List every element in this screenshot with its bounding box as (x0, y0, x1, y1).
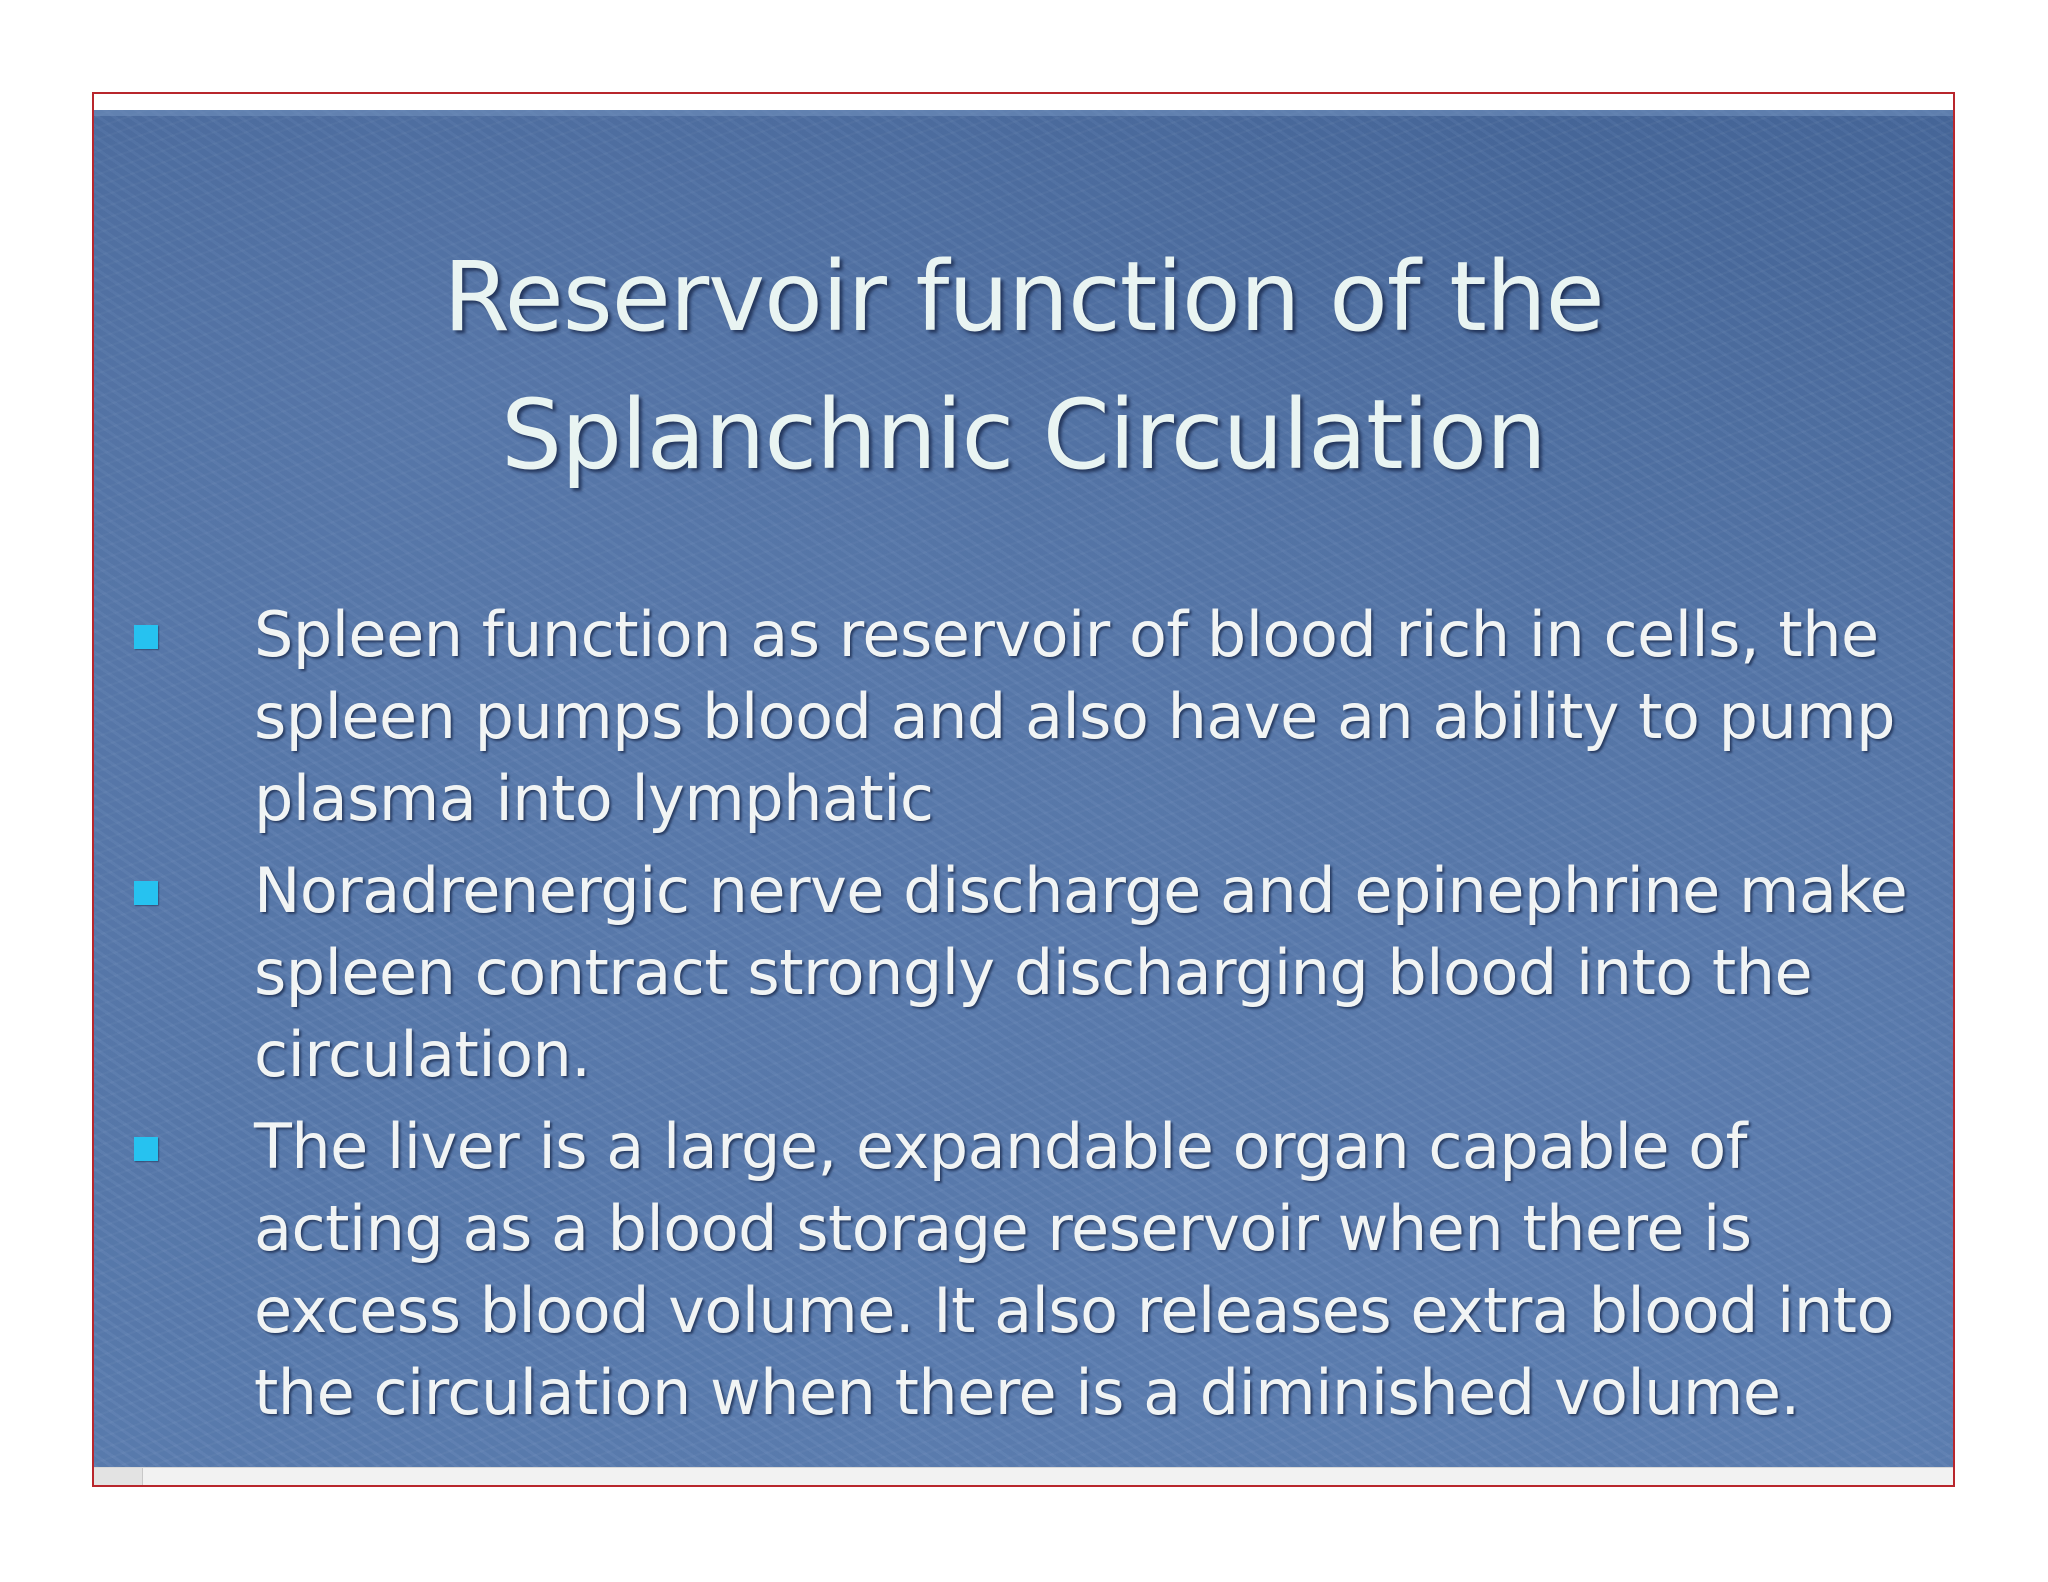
bullet-text: Spleen function as reservoir of blood rich in cells, the spleen pumps blood and also have an ability to pump plasma into lymphatic (254, 598, 1896, 835)
slide-title-line-1: Reservoir function of the (443, 241, 1604, 353)
bullet-text: The liver is a large, expandable organ capable of acting as a blood storage reservoir when there is excess blood volume. It also releases extra blood into the circulation when there is a diminished volume. (254, 1110, 1894, 1429)
slide (94, 110, 1953, 1467)
slide-frame (92, 92, 1955, 1487)
bullet-text: Noradrenergic nerve discharge and epinephrine make spleen contract strongly discharging blood into the circulation. (254, 854, 1908, 1091)
bullet-item-noradrenergic-discharge (134, 850, 1924, 1096)
square-bullet-icon (134, 625, 158, 649)
scrollbar-handle[interactable] (94, 1468, 143, 1486)
slide-top-strip (94, 110, 1953, 116)
square-bullet-icon (134, 1137, 158, 1161)
bullet-item-liver-reservoir (134, 1106, 1924, 1434)
bullet-list (134, 594, 1924, 1444)
square-bullet-icon (134, 881, 158, 905)
bottom-scrollbar[interactable] (94, 1467, 1953, 1486)
bullet-item-spleen-reservoir (134, 594, 1924, 840)
slide-title-line-2: Splanchnic Circulation (501, 379, 1546, 491)
slide-title (94, 228, 1953, 504)
